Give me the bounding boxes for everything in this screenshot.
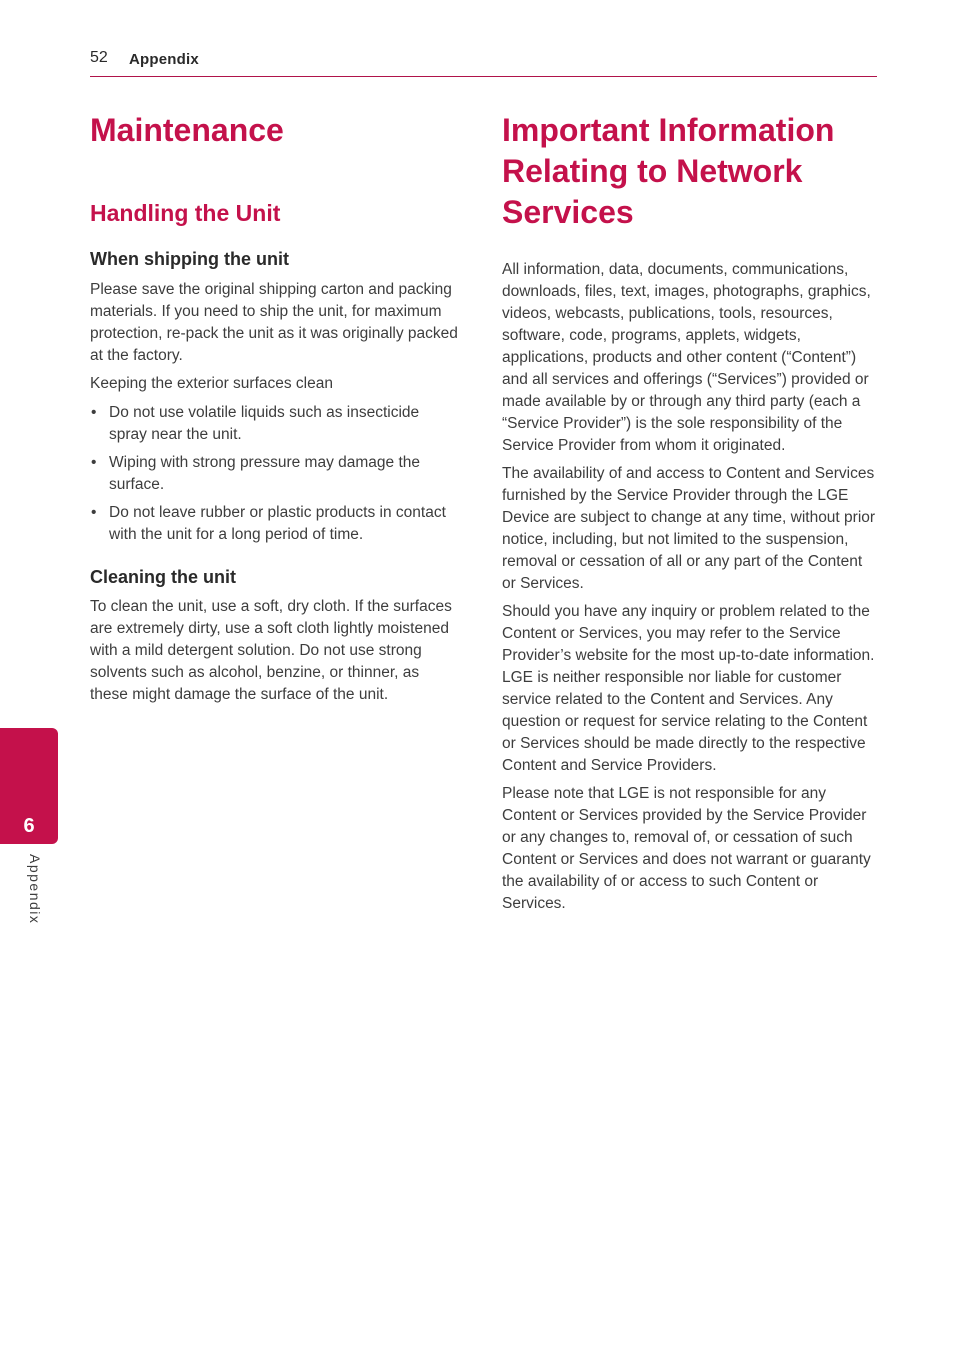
exterior-paragraph: Keeping the exterior surfaces clean [90,375,333,392]
cleaning-paragraph: To clean the unit, use a soft, dry cloth. If the surfaces are extremely dirty, use a soft cloth lightly moistened with a mild detergent solution. Do not use strong solvents such as alcohol, benzine, or thinner, as these might damage the surface of the unit. [90,598,452,703]
body-paragraph: Please note that LGE is not responsible for any Content or Services provided by the Service Provider or any changes to, removal of, or cessation of such Content or Services and does not warrant or guaranty the availability of or access to such Content or Services. [502,785,871,912]
care-bullet-list [90,402,460,546]
chapter-label: Appendix [27,854,43,925]
right-column [502,110,880,915]
list-item: • Do not leave rubber or plastic products in contact with the unit for a long period of time. [91,504,446,543]
body-paragraph: Should you have any inquiry or problem related to the Content or Services, you may refer to the Service Provider’s website for the most up-to-date information. LGE is neither responsible nor liable for customer service related to the Content and Services. Any question or request for service relating to the Content or Services should be made directly to the respective Content and Service Providers. [502,603,875,774]
cleaning-heading: Cleaning the unit [90,567,236,587]
bullet-icon: • [91,404,97,421]
page-number: 52 [90,49,108,66]
page-header [90,48,877,77]
bullet-icon: • [91,454,97,471]
body-paragraph: The availability of and access to Content and Services furnished by the Service Provider through the LGE Device are subject to change at any time, without prior notice, including, but not limited to the suspension, removal or cessation of all or any part of the Content or Services. [502,465,876,592]
chapter-number: 6 [23,815,35,837]
header-section-title: Appendix [129,51,199,68]
body-paragraph: All information, data, documents, communications, downloads, files, text, images, photographs, graphics, videos, webcasts, publications, tools, resources, software, code, programs, applets, widgets, applications, products and other content (“Content”) and all services and offerings (“Services”) provided or made available by or through any third party (each a “Service Provider”) is the sole responsibility of the Service Provider from whom it originated. [502,261,871,454]
chapter-tab [0,728,58,844]
network-services-title: Important Information Relating to Network Services [502,112,835,230]
bullet-icon: • [91,504,97,521]
left-column [90,110,460,706]
handling-subtitle: Handling the Unit [90,200,281,226]
maintenance-title: Maintenance [90,112,284,148]
shipping-paragraph: Please save the original shipping carton and packing materials. If you need to ship the unit, for maximum protection, re-pack the unit as it was originally packed at the factory. [90,281,458,364]
shipping-heading: When shipping the unit [90,249,289,269]
list-item: • Wiping with strong pressure may damage the surface. [91,454,421,493]
list-item: • Do not use volatile liquids such as insecticide spray near the unit. [91,404,420,443]
